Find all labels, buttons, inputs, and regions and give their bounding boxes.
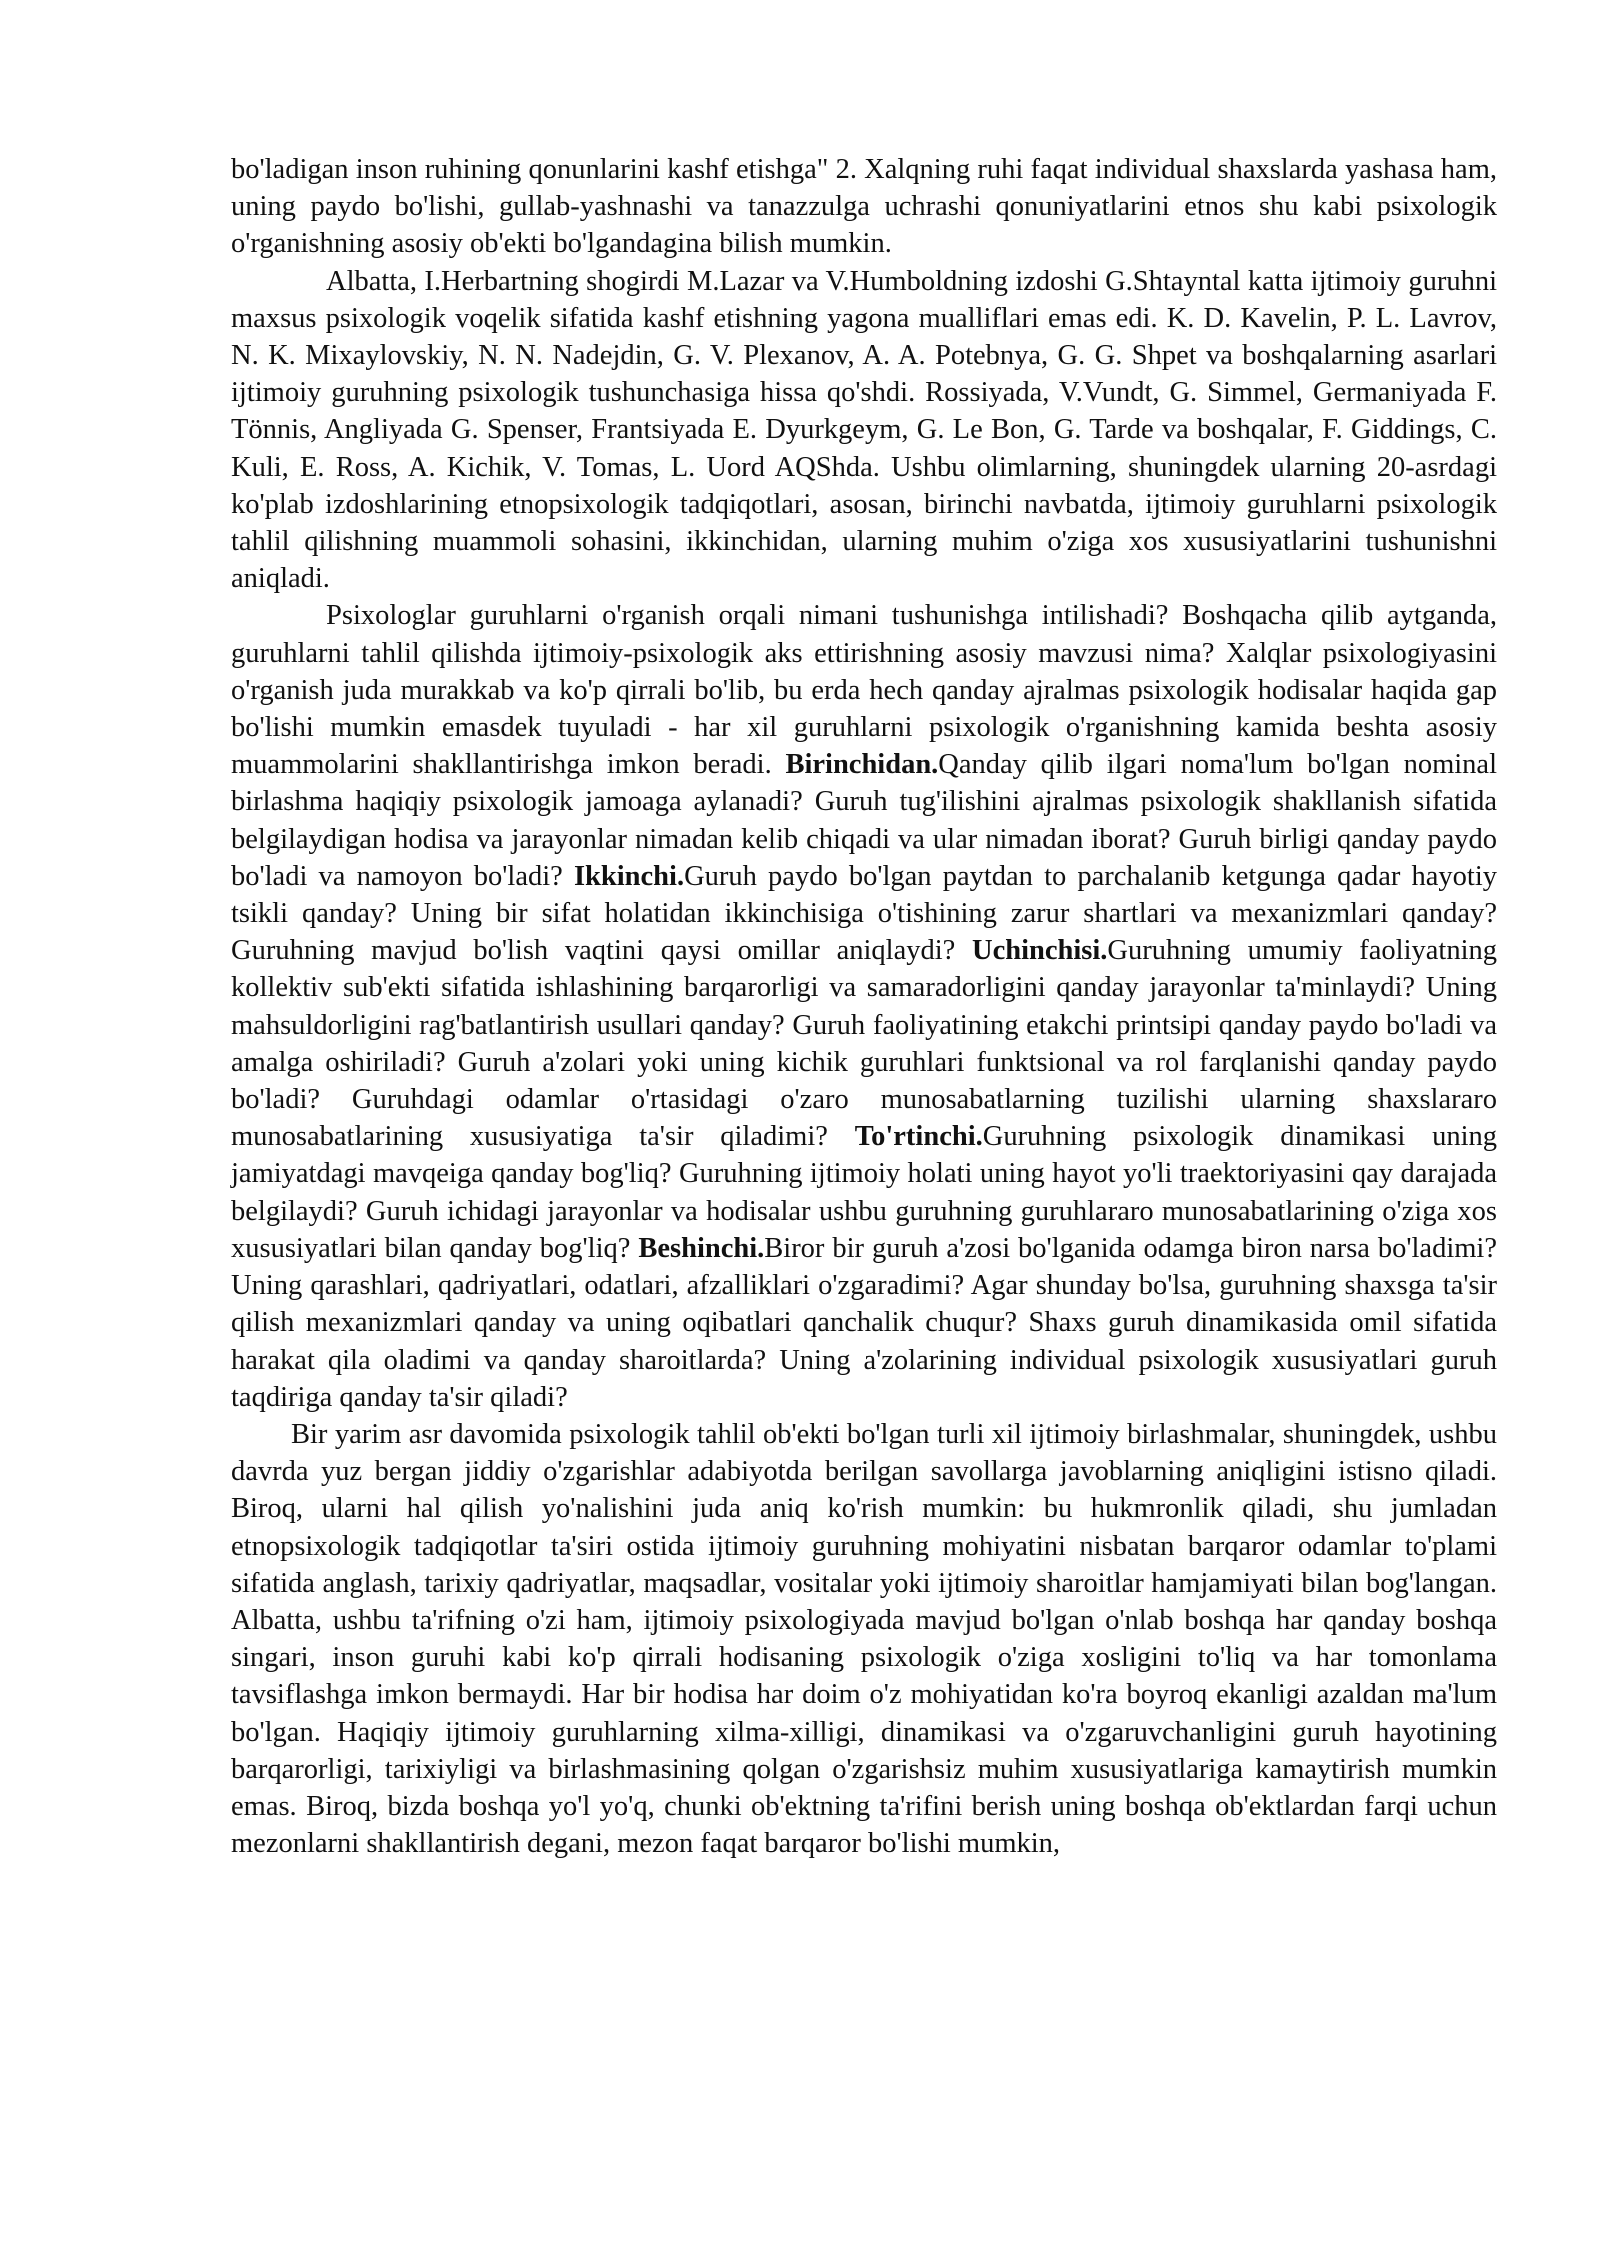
question-block-first: Qanday qilib ilgari noma'lum bo'lgan nominal birlashma haqiqiy psixologik jamoaga aylanadi? Guruh tug'ilishini ajralmas psixologik shakllanish sifatida belgilaydigan hodisa va jarayonlar nimadan kelib chiqadi va ular nimadan iborat? Guruh birligi qanday paydo bo'ladi va namoyon bo'ladi? (231, 749, 1497, 892)
paragraph-4 (231, 1416, 1497, 1862)
paragraph-1 (231, 151, 1497, 263)
question-block-fourth: Guruhning psixologik dinamikasi uning jamiyatdagi mavqeiga qanday bog'liq? Guruhning ijtimoiy holati uning hayot yo'li traektoriyasini qay darajada belgilaydi? Guruh ichidagi jarayonlar va hodisalar ushbu guruhning guruhlararo munosabatlarining o'ziga xos xususiyatlari bilan qanday bog'liq? (231, 1121, 1497, 1264)
document-page (231, 151, 1497, 1862)
lead-first: Birinchidan. (785, 749, 939, 781)
paragraph-2 (231, 263, 1497, 598)
question-block-second: Guruh paydo bo'lgan paytdan to parchalanib ketgunga qadar hayotiy tsikli qanday? Uning bir sifat holatidan ikkinchisiga o'tishining zarur shartlari va mexanizmlari qanday? Guruhning mavjud bo'lish vaqtini qaysi omillar aniqlaydi? (231, 860, 1498, 967)
question-block-third: Guruhning umumiy faoliyatning kollektiv sub'ekti sifatida ishlashining barqarorligi va samaradorligini qanday jarayonlar ta'minlaydi? Uning mahsuldorligini rag'batlantirish usullari qanday? Guruh faoliyatining etakchi printsipi qanday paydo bo'ladi va amalga oshiriladi? Guruh a'zolari yoki uning kichik guruhlari funktsional va rol farqlanishi qanday paydo bo'ladi? Guruhdagi odamlar o'rtasidagi o'zaro munosabatlarning tuzilishi ularning shaxslararo munosabatlarining xususiyatiga ta'sir qiladimi? (231, 935, 1497, 1153)
paragraph-3-intro: Psixologlar guruhlarni o'rganish orqali nimani tushunishga intilishadi? Boshqacha qilib aytganda, guruhlarni tahlil qilishda ijtimoiy-psixologik aks ettirishning asosiy mavzusi nima? Xalqlar psixologiyasini o'rganish juda murakkab va ko'p qirrali bo'lib, bu erda hech qanday ajralmas psixologik hodisalar haqida gap bo'lishi mumkin emasdek tuyuladi - har xil guruhlarni psixologik o'rganishning kamida beshta asosiy muammolarini shakllantirishga imkon beradi. (231, 600, 1497, 781)
paragraph-2-text: Albatta, I.Herbartning shogirdi M.Lazar va V.Humboldning izdoshi G.Shtayntal katta ijtimoiy guruhni maxsus psixologik voqelik sifatida kashf etishning yagona mualliflari emas edi. K. D. Kavelin, P. L. Lavrov, N. K. Mixaylovskiy, N. N. Nadejdin, G. V. Plexanov, A. A. Potebnya, G. G. Shpet va boshqalarning asarlari ijtimoiy guruhning psixologik tushunchasiga hissa qo'shdi. Rossiyada, V.Vundt, G. Simmel, Germaniyada F. Tönnis, Angliyada G. Spenser, Frantsiyada E. Dyurkgeym, G. Le Bon, G. Tarde va boshqalar, F. Giddings, C. Kuli, E. Ross, A. Kichik, V. Tomas, L. Uord AQShda. Ushbu olimlarning, shuningdek ularning 20-asrdagi ko'plab izdoshlarining etnopsixologik tadqiqotlari, asosan, birinchi navbatda, ijtimoiy guruhlarni psixologik tahlil qilishning muammoli sohasini, ikkinchidan, ularning muhim o'ziga xos xususiyatlarini tushunishni aniqladi. (231, 265, 1497, 595)
paragraph-4-text: Bir yarim asr davomida psixologik tahlil ob'ekti bo'lgan turli xil ijtimoiy birlashmalar, shuningdek, ushbu davrda yuz bergan jiddiy o'zgarishlar adabiyotda berilgan savollarga javoblarning aniqligini istisno qiladi. Biroq, ularni hal qilish yo'nalishini juda aniq ko'rish mumkin: bu hukmronlik qiladi, shu jumladan etnopsixologik tadqiqotlar ta'siri ostida ijtimoiy guruhning mohiyatini nisbatan barqaror odamlar to'plami sifatida anglash, tarixiy qadriyatlar, maqsadlar, vositalar yoki ijtimoiy sharoitlar hamjamiyati bilan bog'langan. Albatta, ushbu ta'rifning o'zi ham, ijtimoiy psixologiyada mavjud bo'lgan o'nlab boshqa har qanday boshqa singari, inson guruhi kabi ko'p qirrali hodisaning psixologik o'ziga xosligini to'liq va har tomonlama tavsiflashga imkon bermaydi. Har bir hodisa har doim o'z mohiyatidan ko'ra boyroq ekanligi azaldan ma'lum bo'lgan. Haqiqiy ijtimoiy guruhlarning xilma-xilligi, dinamikasi va o'zgaruvchanligini guruh hayotining barqarorligi, tarixiyligi va birlashmasining qolgan o'zgarishsiz muhim xususiyatlariga kamaytirish mumkin emas. Biroq, bizda boshqa yo'l yo'q, chunki ob'ektning ta'rifini berish uning boshqa ob'ektlardan farqi uchun mezonlarni shakllantirish degani, mezon faqat barqaror bo'lishi mumkin, (231, 1418, 1497, 1860)
lead-fifth: Beshinchi. (638, 1232, 765, 1264)
paragraph-1-text: bo'ladigan inson ruhining qonunlarini kashf etishga" 2. Xalqning ruhi faqat individual shaxslarda yashasa ham, uning paydo bo'lishi, gullab-yashnashi va tanazzulga uchrashi qonuniyatlarini etnos shu kabi psixologik o'rganishning asosiy ob'ekti bo'lgandagina bilish mumkin. (231, 154, 1497, 260)
lead-fourth: To'rtinchi. (854, 1121, 983, 1153)
paragraph-3 (231, 597, 1497, 1415)
lead-second: Ikkinchi. (573, 860, 685, 892)
lead-third: Uchinchisi. (971, 935, 1108, 967)
question-block-fifth: Biror bir guruh a'zosi bo'lganida odamga biron narsa bo'ladimi? Uning qarashlari, qadriyatlari, odatlari, afzalliklari o'zgaradimi? Agar shunday bo'lsa, guruhning shaxsga ta'sir qilish mexanizmlari qanday va uning oqibatlari qanchalik chuqur? Shaxs guruh dinamikasida omil sifatida harakat qila oladimi va qanday sharoitlarda? Uning a'zolarining individual psixologik xususiyatlari guruh taqdiriga qanday ta'sir qiladi? (231, 1232, 1497, 1413)
